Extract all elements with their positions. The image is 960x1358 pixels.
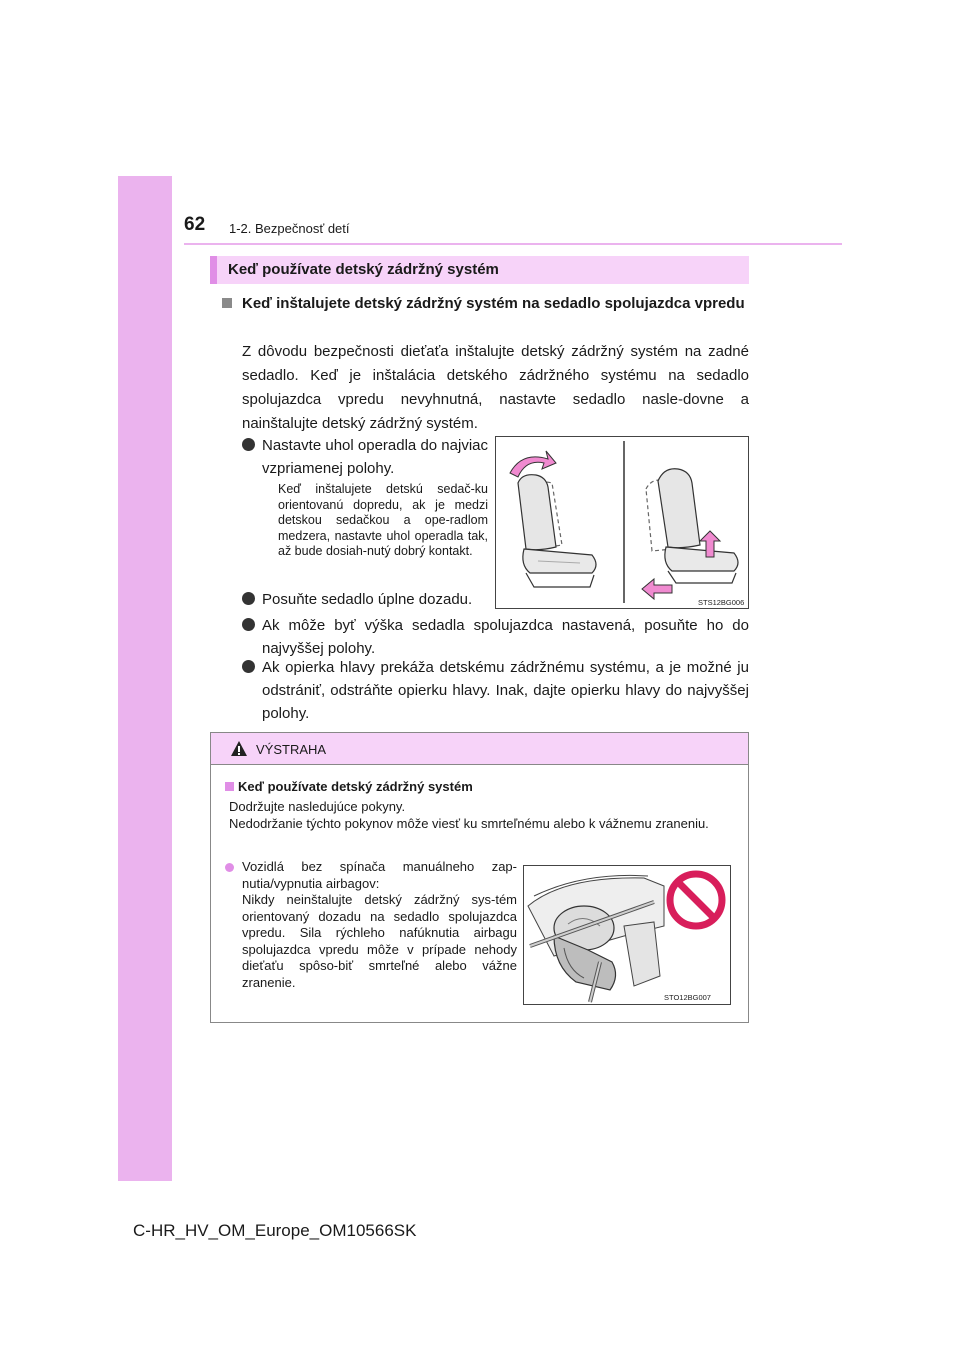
airbag-illustration xyxy=(524,866,730,1004)
page-number: 62 xyxy=(184,214,206,235)
note-text: Keď inštalujete detskú sedač-ku orientovanú dopredu, ak je medzi detskou sedačkou a ope-radlom medzera, nastavte uhol operadla tak, až bude dosiah-nutý dobrý kontakt. xyxy=(278,482,488,558)
warning-triangle-icon xyxy=(230,740,248,757)
bullet-item: Ak opierka hlavy prekáža detskému zádržnému systému, a je možné ju odstrániť, odstráňte opierku hlavy. Inak, dajte opierku hlavy do najvyššej polohy. xyxy=(242,656,749,725)
bullet-item: Posuňte sedadlo úplne dozadu. xyxy=(242,588,492,611)
intro-paragraph: Z dôvodu bezpečnosti dieťaťa inštalujte detský zádržný systém na zadné sedadlo. Keď je inštalácia detského zádržného systému na sedadlo spolujazdca vpredu nevyhnutná, nastavte sedadlo nasle-dovne a nainštalujte detský zádržný systém. xyxy=(242,343,749,432)
bullet-item: Nastavte uhol operadla do najviac vzpriamenej polohy. xyxy=(242,434,488,480)
square-bullet-icon xyxy=(222,298,232,308)
bullet-dot-icon xyxy=(242,438,255,451)
warning-label: VÝSTRAHA xyxy=(256,742,327,757)
side-color-bar xyxy=(118,176,172,1181)
section-title: Keď používate detský zádržný systém xyxy=(228,261,499,278)
bullet-dot-icon xyxy=(225,863,234,872)
bullet-dot-icon xyxy=(242,618,255,631)
warning-subheading: Keď používate detský zádržný systém xyxy=(225,779,473,794)
warning-bullet: Vozidlá bez spínača manuálneho zap-nutia/vypnutia airbagov: Nikdy neinštalujte detský zádržný sys-tém orientovaný dozadu na sedadlo spolujazdca vpredu. Sila rýchleho nafúknutia airbagu spolujazdca vpredu môže v prípade nehody dieťaťu spôso-biť smrteľné alebo vážne zranenie. xyxy=(225,859,517,991)
bullet-item: Ak môže byť výška sedadla spolujazdca nastavená, posuňte ho do najvyššej polohy. xyxy=(242,614,749,660)
bullet-dot-icon xyxy=(242,592,255,605)
figure-code: STS12BG006 xyxy=(698,598,745,607)
header-divider xyxy=(184,243,842,245)
airbag-warning-figure xyxy=(523,865,731,1005)
warning-header xyxy=(211,733,748,765)
warning-box xyxy=(210,732,749,1023)
warning-text: Dodržujte nasledujúce pokyny. Nedodržanie týchto pokynov môže viesť ku smrteľnému alebo k vážnemu zraneniu. xyxy=(229,799,709,831)
seat-adjustment-figure xyxy=(495,436,749,609)
footer-document-id: C-HR_HV_OM_Europe_OM10566SK xyxy=(133,1221,417,1240)
section-title-bar xyxy=(210,256,749,284)
bullet-dot-icon xyxy=(242,660,255,673)
seat-illustration xyxy=(496,437,748,608)
square-bullet-icon xyxy=(225,782,234,791)
figure-code: STO12BG007 xyxy=(664,993,711,1002)
chapter-title: 1-2. Bezpečnosť detí xyxy=(229,221,350,236)
subsection-heading: Keď inštalujete detský zádržný systém na sedadlo spolujazdca vpredu xyxy=(222,292,749,315)
